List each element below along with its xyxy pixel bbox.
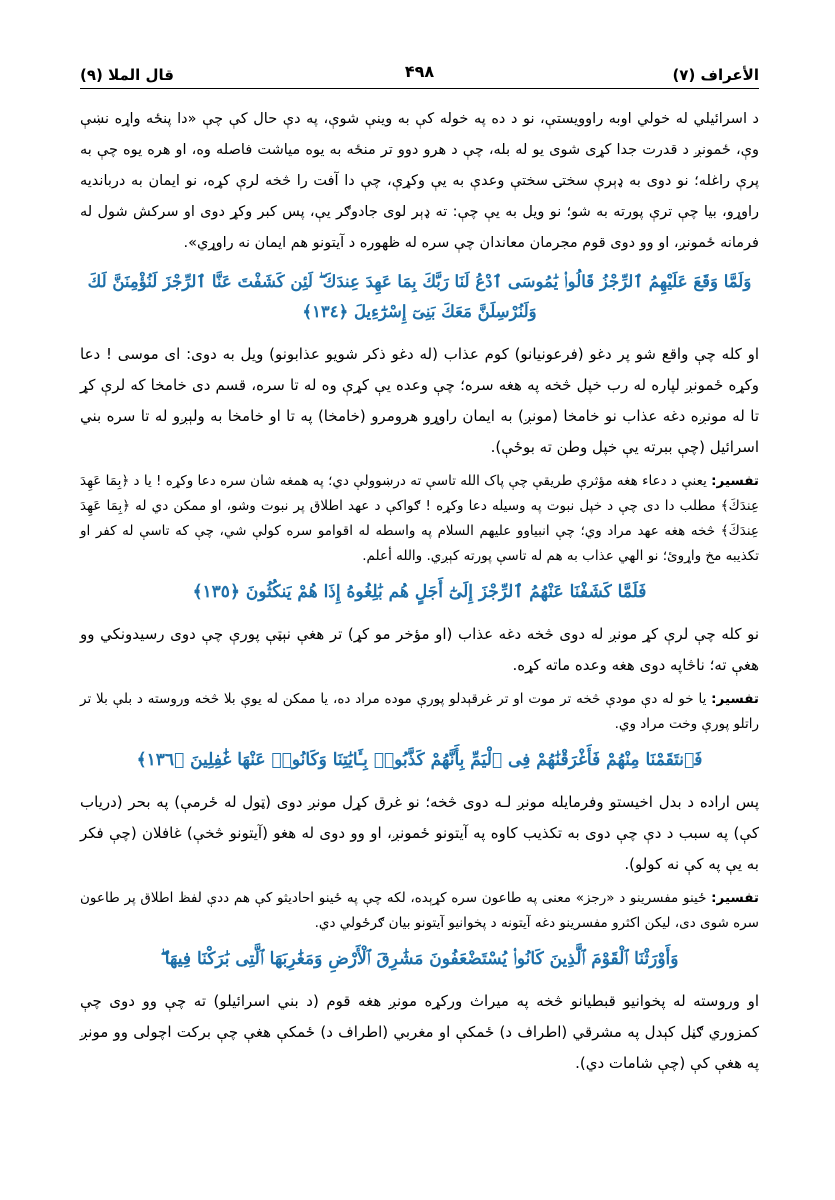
tafsir-text: يعنې د دعاء هغه مؤثرې طريقې چې پاک الله تاسې ته درښوولې دي؛ په همغه شان سره دعا وکړه ! يا د ﴿بِمَا عَهِدَ عِندَكَ﴾ مطلب دا دى چې د خپل نبوت په وسيله دعا وکړه ! ګواکې د عهد اطلاق پر نبوت وشو، او ممکن دي له ﴿بِمَا عَهِدَ عِندَكَ﴾ څخه هغه عهد مراد وي؛ چې انبياوو عليهم السلام په واسطه له اقوامو سره کولې شي، چې که تاسې له کفر او تکذيبه مخ واړوئ؛ نو الهي عذاب به هم له تاسې پورته کېږي. والله أعلم.	[80, 473, 759, 564]
surah-title: الأعراف (٧)	[672, 66, 759, 84]
header-divider	[80, 88, 759, 89]
page-number: ۴۹۸	[404, 62, 435, 81]
tafsir-134	[80, 469, 759, 569]
tafsir-label: تفسير:	[711, 691, 759, 707]
tafsir-135	[80, 687, 759, 737]
quran-verse-134: وَلَمَّا وَقَعَ عَلَيْهِمُ ٱلرِّجْزُ قَالُوا۟ يَٰمُوسَى ٱدْعُ لَنَا رَبَّكَ بِمَا عَهِدَ عِندَكَ ۖ لَئِن كَشَفْتَ عَنَّا ٱلرِّجْزَ لَنُؤْمِنَنَّ لَكَ وَلَنُرْسِلَنَّ مَعَكَ بَنِىٓ إِسْرَٰٓءِيلَ ﴿١٣٤﴾	[87, 272, 752, 321]
page-header	[80, 58, 759, 88]
quran-verse-135: فَلَمَّا كَشَفْنَا عَنْهُمُ ٱلرِّجْزَ إِلَىٰٓ أَجَلٍ هُم بَٰلِغُوهُ إِذَا هُمْ يَنكُثُونَ ﴿١٣٥﴾	[192, 582, 647, 602]
tafsir-136	[80, 886, 759, 936]
tafsir-label: تفسير:	[711, 890, 759, 906]
translation-137: او وروسته له پخوانيو قبطيانو څخه په ميراث ورکړه مونږ هغه قوم (د بني اسرائيلو) ته چې وو دوى چې کمزوري ګڼل کېدل په مشرقي (اطراف د) ځمکې او مغربي (اطراف د) ځمکې هغې چې برکت اچولى وو مونږ په هغې کې (چې شامات دي).	[80, 992, 759, 1072]
juz-title: قال الملا (٩)	[80, 66, 175, 84]
quran-verse-136: فَٱنتَقَمْنَا مِنْهُمْ فَأَغْرَقْنَٰهُمْ فِى ٱلْيَمِّ بِأَنَّهُمْ كَذَّبُوا۟ بِـَٔايَٰتِنَا وَكَانُوا۟ عَنْهَا غَٰفِلِينَ ﴿١٣٦﴾	[136, 750, 703, 770]
tafsir-text: يا خو له دې مودې څخه تر موت او تر غرقېدلو پورې موده مراد ده، يا ممکن له يوې بلا څخه وروسته د بلې بلا تر راتلو پورې وخت مراد وي.	[80, 691, 759, 732]
intro-paragraph: د اسرائيلي له خولي اوبه راوويستې، نو د ده په خوله کې به وينې شوې، په دې حال کې چې «دا پنځه واړه نښې وې، ځمونږ د قدرت جدا کړى شوى يو له بله، چې د هرو دوو تر منځه به يوه مياشت فاصله وه، او هره يوه چې به پرې راغله؛ نو دوى به ډېرې سختۍ سختې وعدې به يې وکړې، چې دا آفت را څخه لرې کړه، نو ايمان به دربانديه راوړو، بيا چې ترې پورته به شو؛ نو ويل به يې چې: ته ډېر لوى جادوګر يې، پس کبر وکړ دوى او سرکش شول له فرمانه ځمونږ، او وو دوى قوم مجرمان معاندان چې سره له ظهوره د آيتونو هم ايمان نه راوړي».	[80, 111, 759, 251]
tafsir-text: ځينو مفسرينو د «رجز» معنى په طاعون سره کړېده، لکه چې په ځينو احاديثو کې هم ددې لفظ اطلاق پر طاعون سره شوى دى، ليکن اکثرو مفسرينو دغه آيتونه د پخوانيو آيتونو بيان ګرځولي دي.	[80, 890, 759, 931]
translation-134: او کله چې واقع شو پر دغو (فرعونيانو) کوم عذاب (له دغو ذکر شويو عذابونو) ويل به دوى: اى موسى ! دعا وکړه ځمونږ لپاره له رب خپل څخه په هغه سره؛ چې وعده يې کړې وه له تا سره، قسم دى خامخا که لرې کړ تا له مونږه دغه عذاب نو خامخا (مونږ) به ايمان راوړو هرومرو (خامخا) په تا او خامخا به ولېږو له تا سره بني اسرائيل (چې ببرته يې خپل وطن ته بوځې).	[80, 345, 759, 456]
tafsir-label: تفسير:	[711, 473, 759, 489]
translation-135: نو کله چې لرې کړ مونږ له دوى څخه دغه عذاب (او مؤخر مو کړ) تر هغې نېټې پورې چې دوى رسيدونکي وو هغې ته؛ ناڅاپه دوى هغه وعده ماته کړه.	[80, 625, 759, 674]
translation-136: پس اراده د بدل اخيستو وفرمايله مونږ لـه دوى څخه؛ نو غرق کړل مونږ دوى (ټول له ځرمې) په بحر (درياب کې) په سبب د دې چې دوى به تکذيب کاوه په آيتونو ځمونږ، او وو دوى له هغو (آيتونو څخې) غافلان (چې فکر به يې په کې نه کولو).	[80, 793, 759, 873]
page-body	[80, 104, 759, 1085]
quran-verse-137: وَأَوْرَثْنَا ٱلْقَوْمَ ٱلَّذِينَ كَانُوا۟ يُسْتَضْعَفُونَ مَشَٰرِقَ ٱلْأَرْضِ وَمَغَٰرِبَهَا ٱلَّتِى بَٰرَكْنَا فِيهَا ۖ	[160, 949, 679, 969]
